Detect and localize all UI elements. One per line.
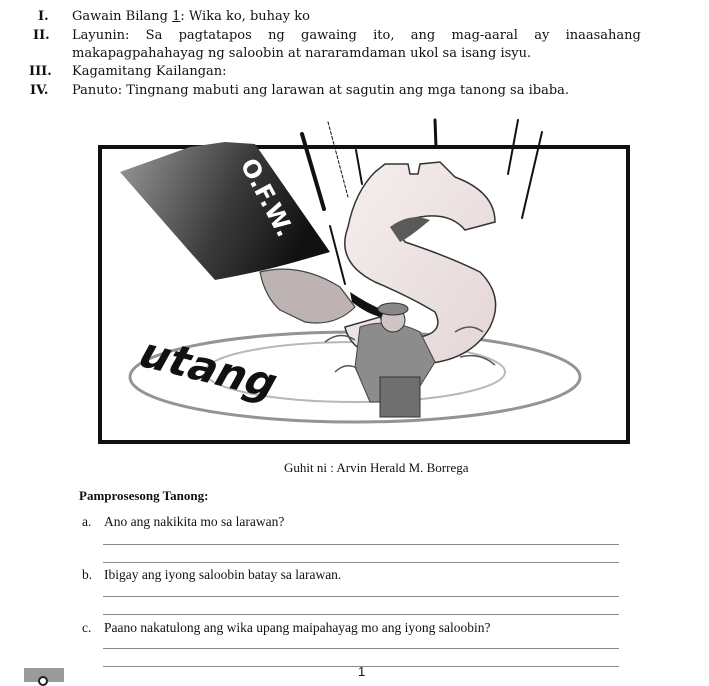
objective-line-2: makapagpahahayag ng saloobin at nararamdaman ukol sa isang isyu. bbox=[72, 46, 532, 61]
question-label: a. bbox=[82, 514, 92, 529]
activity-title-prefix: Gawain Bilang bbox=[72, 9, 173, 24]
word: gawaing bbox=[301, 28, 357, 43]
activity-title bbox=[72, 9, 310, 24]
word: pagtatapos bbox=[178, 28, 252, 43]
hand bbox=[260, 269, 355, 323]
editorial-cartoon bbox=[90, 112, 640, 452]
word: Sa bbox=[145, 28, 163, 43]
objective-line-1 bbox=[72, 28, 641, 43]
ofw-sleeve bbox=[120, 142, 330, 280]
answer-line-c1[interactable] bbox=[103, 648, 619, 649]
question-text: Ano ang nakikita mo sa larawan? bbox=[104, 514, 285, 529]
numeral-iii: III. bbox=[29, 64, 52, 79]
sleeve-label: O.F.W. bbox=[234, 153, 300, 242]
answer-line-a2[interactable] bbox=[103, 562, 619, 563]
instructions: Panuto: Tingnang mabuti ang larawan at sagutin ang mga tanong sa ibaba. bbox=[72, 83, 570, 98]
question-label: b. bbox=[82, 567, 93, 582]
word: ay bbox=[534, 28, 550, 43]
numeral-i: I. bbox=[38, 9, 49, 24]
illustration-credit: Guhit ni : Arvin Herald M. Borrega bbox=[284, 460, 469, 475]
section-title: Pamprosesong Tanong: bbox=[79, 488, 209, 503]
question-label: c. bbox=[82, 620, 92, 635]
materials-label: Kagamitang Kailangan: bbox=[72, 64, 227, 79]
question-text: Paano nakatulong ang wika upang maipahayag mo ang iyong saloobin? bbox=[104, 620, 491, 635]
answer-line-b2[interactable] bbox=[103, 614, 619, 615]
question-a bbox=[82, 514, 284, 530]
debt-label: utang bbox=[129, 329, 289, 408]
word: Layunin: bbox=[72, 28, 130, 43]
word: mag-aaral bbox=[451, 28, 518, 43]
question-b bbox=[82, 567, 341, 583]
word: ang bbox=[410, 28, 436, 43]
activity-title-suffix: : Wika ko, buhay ko bbox=[180, 9, 310, 24]
numeral-ii: II. bbox=[33, 28, 50, 43]
word: inaasahang bbox=[565, 28, 641, 43]
activity-number: 1 bbox=[172, 9, 181, 24]
page-number: 1 bbox=[358, 664, 366, 679]
word: ito, bbox=[373, 28, 395, 43]
question-c bbox=[82, 620, 491, 636]
numeral-iv: IV. bbox=[30, 83, 49, 98]
corner-dot-icon bbox=[38, 676, 48, 686]
word: ng bbox=[268, 28, 285, 43]
answer-line-b1[interactable] bbox=[103, 596, 619, 597]
answer-line-a1[interactable] bbox=[103, 544, 619, 545]
question-text: Ibigay ang iyong saloobin batay sa larawan. bbox=[104, 567, 342, 582]
